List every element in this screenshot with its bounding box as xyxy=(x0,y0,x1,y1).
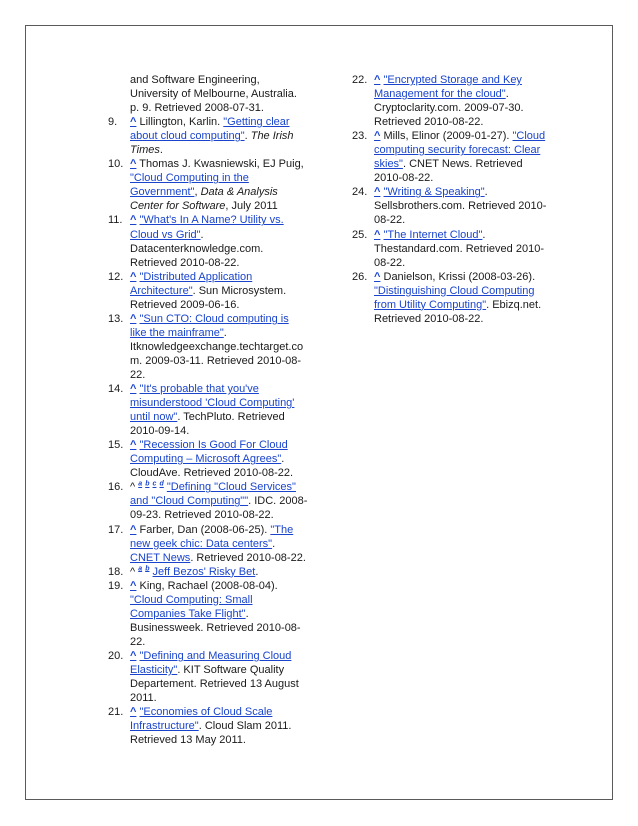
backlink-caret[interactable]: ^ xyxy=(374,130,381,143)
reference-text: . CNET News. Retrieved 2010-08-22. xyxy=(374,158,523,185)
reference-link[interactable]: "The new geek chic: Data centers" xyxy=(130,523,294,550)
reference-item xyxy=(108,579,308,649)
reference-link[interactable]: "Cloud computing security forecast: Clear skies" xyxy=(374,130,546,171)
references-column-right xyxy=(352,73,552,326)
publication-name: The Irish Times xyxy=(130,130,294,157)
reference-text: Farber, Dan (2008-06-25). xyxy=(136,523,271,536)
reference-text: . xyxy=(272,537,276,550)
reference-link[interactable]: "What's In A Name? Utility vs. Cloud vs Grid" xyxy=(130,214,284,241)
reference-number: 14. xyxy=(108,383,124,396)
backlink-caret[interactable]: ^ xyxy=(374,270,381,283)
reference-text: , July 2011 xyxy=(225,200,278,213)
reference-list-right xyxy=(352,73,552,326)
reference-item xyxy=(108,649,308,705)
backlink-caret[interactable]: ^ xyxy=(130,523,137,536)
backlink-letter[interactable]: d xyxy=(159,480,164,488)
backlink-caret[interactable]: ^ xyxy=(130,649,137,662)
reference-number: 18. xyxy=(108,565,124,578)
reference-link[interactable]: Jeff Bezos' Risky Bet xyxy=(152,565,256,578)
reference-number: 17. xyxy=(108,523,124,536)
reference-item xyxy=(352,129,552,185)
backlink-caret[interactable]: ^ xyxy=(130,270,137,283)
reference-item xyxy=(108,705,308,747)
reference-text: . KIT Software Quality Departement. Retrieved 13 August 2011. xyxy=(130,663,299,705)
reference-number: 22. xyxy=(352,74,368,86)
reference-item xyxy=(108,480,308,522)
reference-item xyxy=(108,213,308,269)
reference-text: . Businessweek. Retrieved 2010-08-22. xyxy=(130,607,301,648)
reference-item xyxy=(108,382,308,438)
reference-number: 24. xyxy=(352,186,368,199)
reference-text: . Cryptoclarity.com. 2009-07-30. Retrieved 2010-08-22. xyxy=(374,88,524,129)
reference-link[interactable]: "Defining "Cloud Services" and "Cloud Computing"" xyxy=(130,481,296,508)
reference-link[interactable]: "Writing & Speaking" xyxy=(383,186,485,199)
reference-link[interactable]: "The Internet Cloud" xyxy=(383,228,483,241)
reference-text: ^ xyxy=(130,565,139,578)
reference-text: . TechPluto. Retrieved 2010-09-14. xyxy=(130,411,285,438)
backlink-caret[interactable]: ^ xyxy=(374,186,381,199)
reference-number: 11. xyxy=(108,214,123,227)
reference-number: 26. xyxy=(352,270,368,283)
reference-number: 19. xyxy=(108,579,124,592)
reference-text: . Ebizq.net. Retrieved 2010-08-22. xyxy=(374,298,542,325)
publication-name: Data & Analysis Center for Software xyxy=(130,186,278,213)
backlink-caret[interactable]: ^ xyxy=(130,706,137,719)
reference-text: King, Rachael (2008-08-04). xyxy=(136,579,278,592)
backlink-caret[interactable]: ^ xyxy=(130,383,137,396)
backlink-caret[interactable]: ^ xyxy=(130,116,137,129)
reference-link[interactable]: "Distinguishing Cloud Computing from Utility Computing" xyxy=(374,284,535,311)
backlink-caret[interactable]: ^ xyxy=(130,579,137,592)
backlink-caret[interactable]: ^ xyxy=(374,74,381,86)
reference-number: 16. xyxy=(108,481,124,494)
reference-link[interactable]: "Sun CTO: Cloud computing is like the mainframe" xyxy=(130,312,289,339)
reference-item xyxy=(352,73,552,129)
backlink-caret[interactable]: ^ xyxy=(130,158,137,171)
reference-link[interactable]: "Economies of Cloud Scale Infrastructure" xyxy=(130,706,273,733)
reference-text: . Datacenterknowledge.com. Retrieved 2010-08-22. xyxy=(130,228,264,269)
reference-number: 10. xyxy=(108,158,124,171)
reference-text: . xyxy=(255,565,259,578)
backlink-letter[interactable]: a xyxy=(138,480,143,488)
reference-item xyxy=(108,157,308,213)
reference-link[interactable]: "Getting clear about cloud computing" xyxy=(130,116,290,143)
reference-text: . Sellsbrothers.com. Retrieved 2010-08-22. xyxy=(374,186,547,227)
backlink-caret[interactable]: ^ xyxy=(130,214,137,227)
reference-item xyxy=(108,270,308,312)
reference-link[interactable]: "Encrypted Storage and Key Management for the cloud" xyxy=(374,74,522,101)
reference-number: 15. xyxy=(108,439,124,452)
references-column-left xyxy=(108,73,308,747)
reference-item xyxy=(352,228,552,270)
backlink-caret[interactable]: ^ xyxy=(374,228,381,241)
reference-number: 23. xyxy=(352,130,368,143)
reference-text: ^ xyxy=(130,481,139,494)
reference-text: . Thestandard.com. Retrieved 2010-08-22. xyxy=(374,228,544,269)
reference-text: . Cloud Slam 2011. Retrieved 13 May 2011. xyxy=(130,720,292,747)
reference-number: 12. xyxy=(108,270,124,283)
reference-item xyxy=(108,523,308,565)
reference-text: . xyxy=(159,144,163,157)
reference-link[interactable]: "Cloud Computing: Small Companies Take Flight" xyxy=(130,593,253,620)
reference-number: 20. xyxy=(108,649,124,662)
reference-link[interactable]: "Cloud Computing in the Government" xyxy=(130,172,249,199)
reference-text: . IDC. 2008-09-23. Retrieved 2010-08-22. xyxy=(130,495,308,522)
reference-text: Thomas J. Kwasniewski, EJ Puig, xyxy=(136,158,304,171)
reference-number: 9. xyxy=(108,116,118,129)
reference-text: . Retrieved 2010-08-22. xyxy=(190,551,306,564)
backlink-letter[interactable]: b xyxy=(145,480,150,488)
reference-text: , xyxy=(194,186,201,199)
reference-text: . xyxy=(244,130,251,143)
reference-text: . Itknowledgeexchange.techtarget.co m. 2009-03-11. Retrieved 2010-08-22. xyxy=(130,326,304,381)
reference-continuation: and Software Engineering, University of Melbourne, Australia. p. 9. Retrieved 2008-07-31. xyxy=(130,74,297,115)
backlink-letter[interactable]: b xyxy=(145,564,150,572)
reference-text: Lillington, Karlin. xyxy=(136,116,224,129)
backlink-caret[interactable]: ^ xyxy=(130,312,137,325)
backlink-letter[interactable]: c xyxy=(152,480,157,488)
backlink-letter[interactable]: a xyxy=(138,564,143,572)
reference-item xyxy=(108,312,308,382)
reference-item xyxy=(352,270,552,326)
reference-item xyxy=(108,115,308,157)
reference-link[interactable]: "Distributed Application Architecture" xyxy=(130,270,253,297)
reference-link[interactable]: CNET News xyxy=(130,551,191,564)
reference-item xyxy=(352,185,552,227)
reference-text: . CloudAve. Retrieved 2010-08-22. xyxy=(130,453,294,480)
backlink-caret[interactable]: ^ xyxy=(130,439,137,452)
reference-list-left xyxy=(108,115,308,747)
reference-text: . Sun Microsystem. Retrieved 2009-06-16. xyxy=(130,284,287,311)
reference-number: 13. xyxy=(108,312,124,325)
reference-text: Danielson, Krissi (2008-03-26). xyxy=(380,270,536,283)
reference-link[interactable]: "It's probable that you've misunderstood 'Cloud Computing' until now" xyxy=(130,383,295,424)
reference-item xyxy=(108,438,308,480)
reference-number: 21. xyxy=(108,706,124,719)
reference-link[interactable]: "Defining and Measuring Cloud Elasticity" xyxy=(130,649,292,676)
reference-number: 25. xyxy=(352,228,368,241)
reference-item xyxy=(108,565,308,579)
reference-text: Mills, Elinor (2009-01-27). xyxy=(380,130,513,143)
reference-link[interactable]: "Recession Is Good For Cloud Computing – Microsoft Agrees" xyxy=(130,439,288,466)
